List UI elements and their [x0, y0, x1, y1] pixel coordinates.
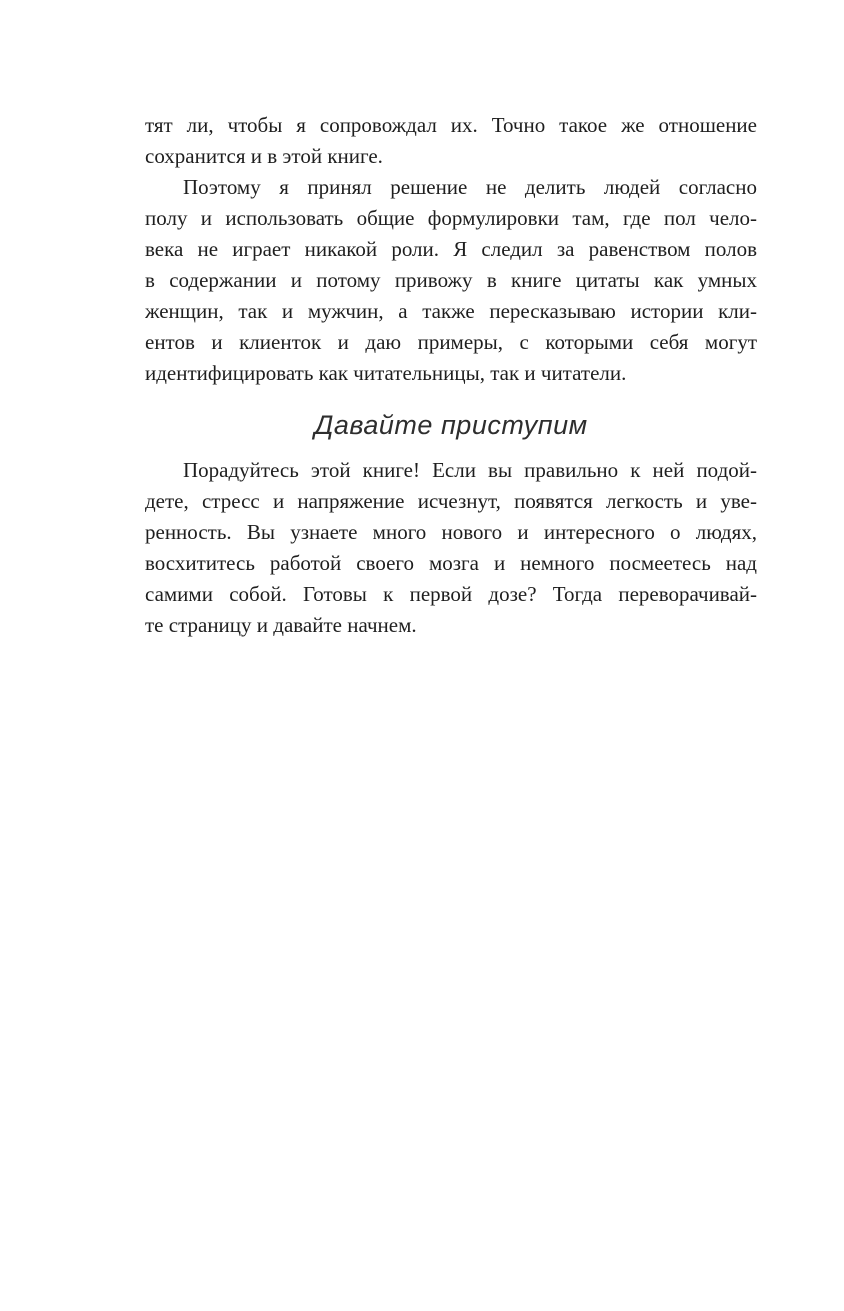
text-line: дете, стресс и напряжение исчезнут, появятся легкость и уве-: [145, 489, 757, 513]
text-line: сохранится и в этой книге.: [145, 144, 383, 168]
text-line: самими собой. Готовы к первой дозе? Тогда переворачивай-: [145, 582, 757, 606]
paragraph: [145, 172, 757, 389]
section-heading: Давайте приступим: [314, 410, 588, 440]
text-line: века не играет никакой роли. Я следил за равенством полов: [145, 237, 757, 261]
text-line: те страницу и давайте начнем.: [145, 613, 417, 637]
paragraph: [145, 455, 757, 641]
text-line: ентов и клиенток и даю примеры, с которыми себя могут: [145, 330, 757, 354]
text-line: в содержании и потому привожу в книге цитаты как умных: [145, 268, 757, 292]
paragraph: [145, 110, 757, 172]
text-line: полу и использовать общие формулировки там, где пол чело-: [145, 206, 757, 230]
text-line: Порадуйтесь этой книге! Если вы правильно к ней подой-: [183, 458, 757, 482]
page-text-block: [145, 110, 757, 641]
text-line: женщин, так и мужчин, а также пересказываю истории кли-: [145, 299, 757, 323]
text-line: идентифицировать как читательницы, так и читатели.: [145, 361, 627, 385]
text-line: Поэтому я принял решение не делить людей согласно: [183, 175, 757, 199]
text-line: тят ли, чтобы я сопровождал их. Точно такое же отношение: [145, 113, 757, 137]
text-line: ренность. Вы узнаете много нового и интересного о людях,: [145, 520, 757, 544]
text-line: восхититесь работой своего мозга и немного посмеетесь над: [145, 551, 757, 575]
